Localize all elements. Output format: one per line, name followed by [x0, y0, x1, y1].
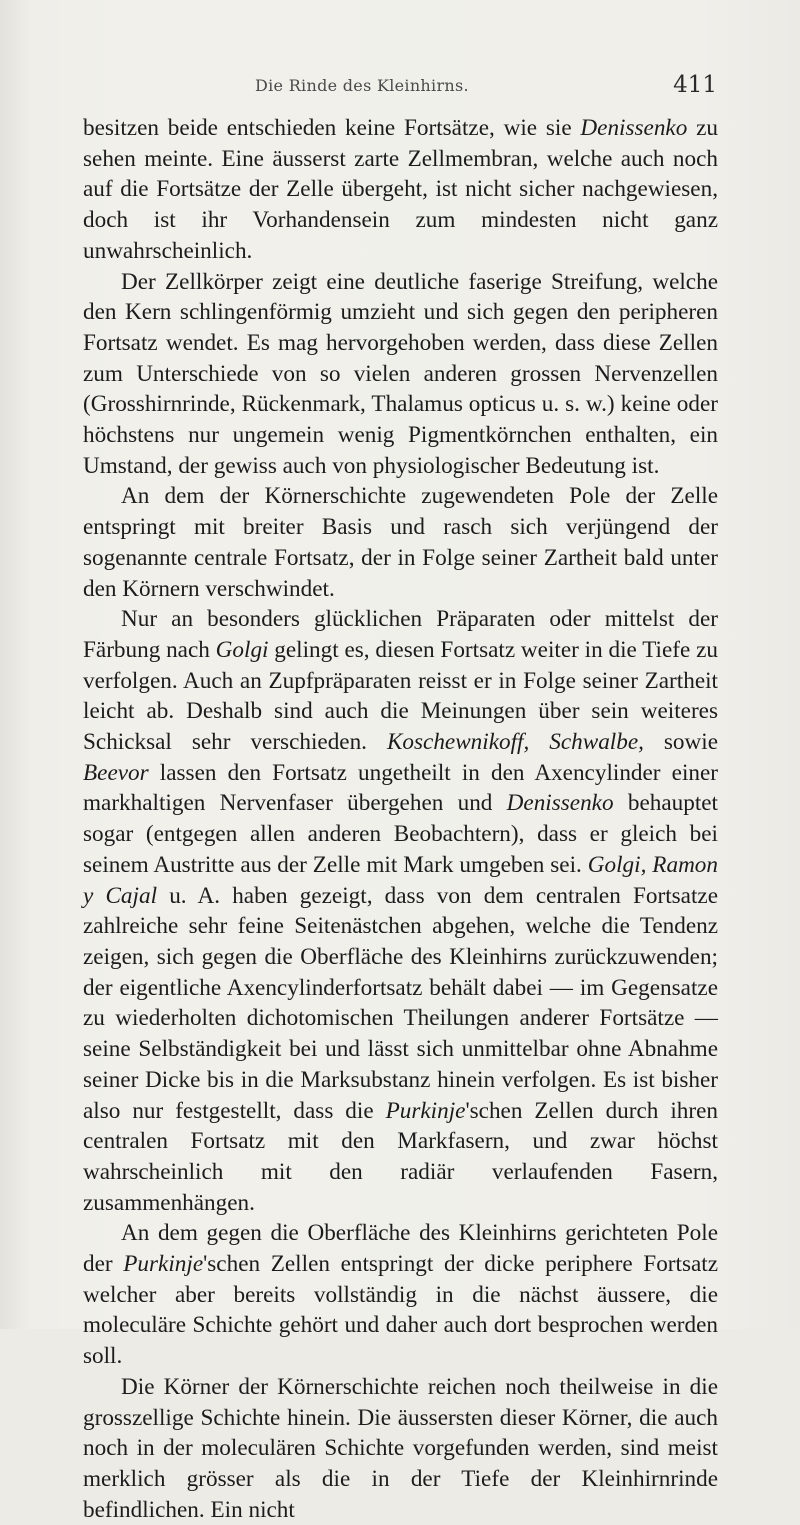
- cited-author: Denissenko: [580, 115, 688, 141]
- cited-author: Beevor: [83, 759, 149, 786]
- paragraph: [83, 604, 718, 1218]
- paragraph: [83, 113, 718, 267]
- paragraph: [83, 1218, 718, 1372]
- cited-author: Denissenko: [506, 790, 614, 817]
- text-run: Die Körner der Körnerschichte reichen noch theilweise in die grosszellige Schichte hinein. Die äussersten dieser Körner, die auch noch in der moleculären Schichte vorgefunden werden, sind meist merklich grösser als die in der Tiefe der Kleinhirnrinde befindlichen. Ein nicht: [83, 1373, 718, 1523]
- page-number: 411: [673, 72, 717, 98]
- text-run: lassen den Fortsatz ungetheilt in den Axencylinder einer markhaltigen Nervenfaser übergehen und: [83, 759, 718, 817]
- cited-author: Golgi, Ramon y Cajal: [83, 851, 718, 909]
- cited-author: Koschewnikoff, Schwalbe,: [386, 729, 644, 756]
- cited-author: Purkinje: [385, 1097, 466, 1124]
- running-title: Die Rinde des Kleinhirns.: [255, 76, 469, 95]
- text-run: 'schen Zellen durch ihren centralen Fortsatz mit den Markfasern, und zwar höchst wahrscheinlich mit den radiär verlaufenden Fasern, zusammenhängen.: [83, 1097, 718, 1216]
- body-text: [83, 113, 718, 1525]
- cited-author: Golgi: [215, 636, 269, 663]
- text-run: An dem der Körnerschichte zugewendeten Pole der Zelle entspringt mit breiter Basis und rasch sich verjüngend der sogenannte centrale Fortsatz, der in Folge seiner Zartheit bald unter den Körnern verschwindet.: [83, 483, 718, 602]
- paragraph: [83, 481, 718, 604]
- text-run: besitzen beide entschieden keine Fortsätze, wie sie: [83, 115, 581, 141]
- paragraph: [83, 267, 718, 482]
- text-run: 'schen Zellen entspringt der dicke periphere Fortsatz welcher aber bereits vollständig in die nächst äussere, die moleculäre Schichte gehört und daher auch dort besprochen werden soll.: [83, 1251, 718, 1370]
- text-run: An dem gegen die Oberfläche des Kleinhirns gerichteten Pole der: [83, 1220, 718, 1278]
- cited-author: Purkinje: [123, 1251, 204, 1278]
- text-run: behauptet sogar (entgegen allen anderen Beobachtern), dass er gleich bei seinem Austritte aus der Zelle mit Mark umgeben sei.: [83, 790, 718, 878]
- text-run: u. A. haben gezeigt, dass von dem centralen Fortsatze zahlreiche sehr feine Seitenästchen abgehen, welche die Tendenz zeigen, sich gegen die Oberfläche des Kleinhirns zurückzuwenden; der eigentliche Axencylinderfortsatz behält dabei — im Gegensatze zu wiederholten dichotomischen Theilungen anderer Fortsätze — seine Selbständigkeit bei und lässt sich unmittelbar ohne Abnahme seiner Dicke bis in die Marksubstanz hinein verfolgen. Es ist bisher also nur festgestellt, dass die: [83, 882, 718, 1124]
- paragraph: [83, 1372, 718, 1525]
- text-run: sowie: [643, 729, 718, 756]
- text-run: zu sehen meinte. Eine äusserst zarte Zellmembran, welche auch noch auf die Fortsätze der Zelle übergeht, ist nicht sicher nachgewiesen, doch ist ihr Vorhandensein zum mindesten nicht ganz unwahrscheinlich.: [83, 115, 718, 264]
- text-run: Der Zellkörper zeigt eine deutliche faserige Streifung, welche den Kern schlingenförmig umzieht und sich gegen den peripheren Fortsatz wendet. Es mag hervorgehoben werden, dass diese Zellen zum Unterschiede von so vielen anderen grossen Nervenzellen (Grosshirnrinde, Rückenmark, Thalamus opticus u. s. w.) keine oder höchstens nur ungemein wenig Pigmentkörnchen enthalten, ein Umstand, der gewiss auch von physiologischer Bedeutung ist.: [83, 268, 718, 479]
- text-run: gelingt es, diesen Fortsatz weiter in die Tiefe zu verfolgen. Auch an Zupfpräparaten reisst er in Folge seiner Zartheit leicht ab. Deshalb sind auch die Meinungen über sein weiteres Schicksal sehr verschieden.: [83, 636, 718, 756]
- page-header: [0, 72, 800, 102]
- text-run: Nur an besonders glücklichen Präparaten oder mittelst der Färbung nach: [83, 606, 718, 663]
